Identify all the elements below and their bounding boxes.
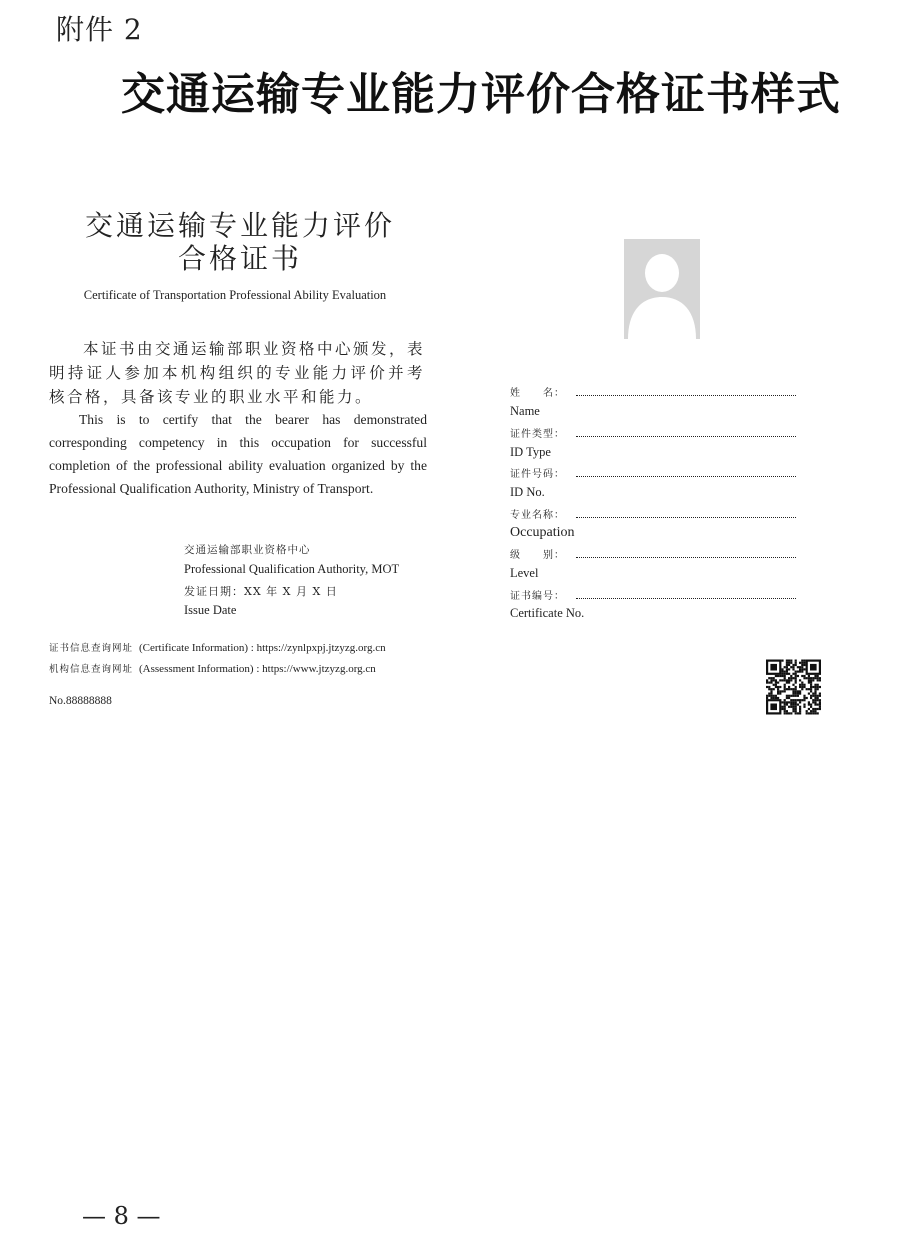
level-field-line[interactable]: [576, 553, 796, 558]
certificate-no-label: 证书编号：: [510, 591, 565, 602]
assessment-info-cn: 机构信息查询网址: [49, 664, 134, 675]
id-type-field-line[interactable]: [576, 432, 796, 437]
name-label-en: Name: [510, 404, 540, 418]
occupation-label: 专业名称：: [510, 510, 565, 521]
certificate-info-url[interactable]: (Certificate Information) : https://zynlpxpj.jtzyzg.org.cn: [139, 642, 386, 654]
certificate-no-field-row: [510, 586, 796, 602]
certificate-title-line2: 合格证书: [177, 242, 302, 275]
certificate-body-cn-text: 本证书由交通运输部职业资格中心颁发，表明持证人参加本机构组织的专业能力评价并考核合格，具备该专业的职业水平和能力。: [49, 340, 426, 406]
id-no-field-row: [510, 464, 796, 480]
certificate-no-field-line[interactable]: [576, 594, 796, 599]
issue-date-cn: 发证日期：XX 年 X 月 X 日: [184, 585, 338, 598]
id-no-field-line[interactable]: [576, 472, 796, 477]
id-type-field-row: [510, 424, 796, 440]
issuer-cn: 交通运输部职业资格中心: [184, 544, 311, 556]
issuer-en: Professional Qualification Authority, MOT: [184, 562, 400, 576]
page-title: 交通运输专业能力评价合格证书样式: [121, 69, 841, 120]
level-label-en: Level: [510, 566, 539, 580]
issue-date-en: Issue Date: [184, 603, 237, 617]
name-field-line[interactable]: [576, 391, 796, 396]
person-silhouette-icon: [624, 239, 700, 339]
occupation-label-en: Occupation: [510, 525, 575, 540]
page-number: — 8 —: [82, 1202, 161, 1230]
certificate-body-en: [49, 408, 427, 500]
id-type-label: 证件类型：: [510, 429, 565, 440]
id-no-label: 证件号码：: [510, 469, 565, 480]
certificate-info-line: [49, 640, 386, 654]
certificate-number: No.88888888: [49, 695, 112, 707]
occupation-field-line[interactable]: [576, 513, 796, 518]
name-label: 姓 名：: [510, 388, 565, 399]
annex-label: 附件 2: [56, 13, 143, 46]
level-field-row: [510, 545, 796, 561]
id-type-label-en: ID Type: [510, 445, 551, 459]
certificate-body-en-text: This is to certify that the bearer has demonstrated corresponding competency in this occupation for successful completion of the professional ability evaluation organized by the Professional Qualification Authority, Ministry of Transport.: [49, 412, 427, 496]
certificate-body-cn: [49, 337, 425, 409]
id-no-label-en: ID No.: [510, 485, 545, 499]
qr-code-icon[interactable]: [765, 659, 823, 715]
certificate-title-line1: 交通运输专业能力评价: [84, 209, 395, 242]
certificate-info-cn: 证书信息查询网址: [49, 643, 134, 654]
occupation-field-row: [510, 505, 796, 521]
assessment-info-line: [49, 661, 376, 675]
certificate-title-en: Certificate of Transportation Professional Ability Evaluation: [83, 288, 387, 302]
certificate-no-label-en: Certificate No.: [510, 606, 585, 620]
name-field-row: [510, 383, 796, 399]
assessment-info-url[interactable]: (Assessment Information) : https://www.jtzyzg.org.cn: [139, 663, 376, 675]
level-label: 级 别：: [510, 550, 565, 561]
